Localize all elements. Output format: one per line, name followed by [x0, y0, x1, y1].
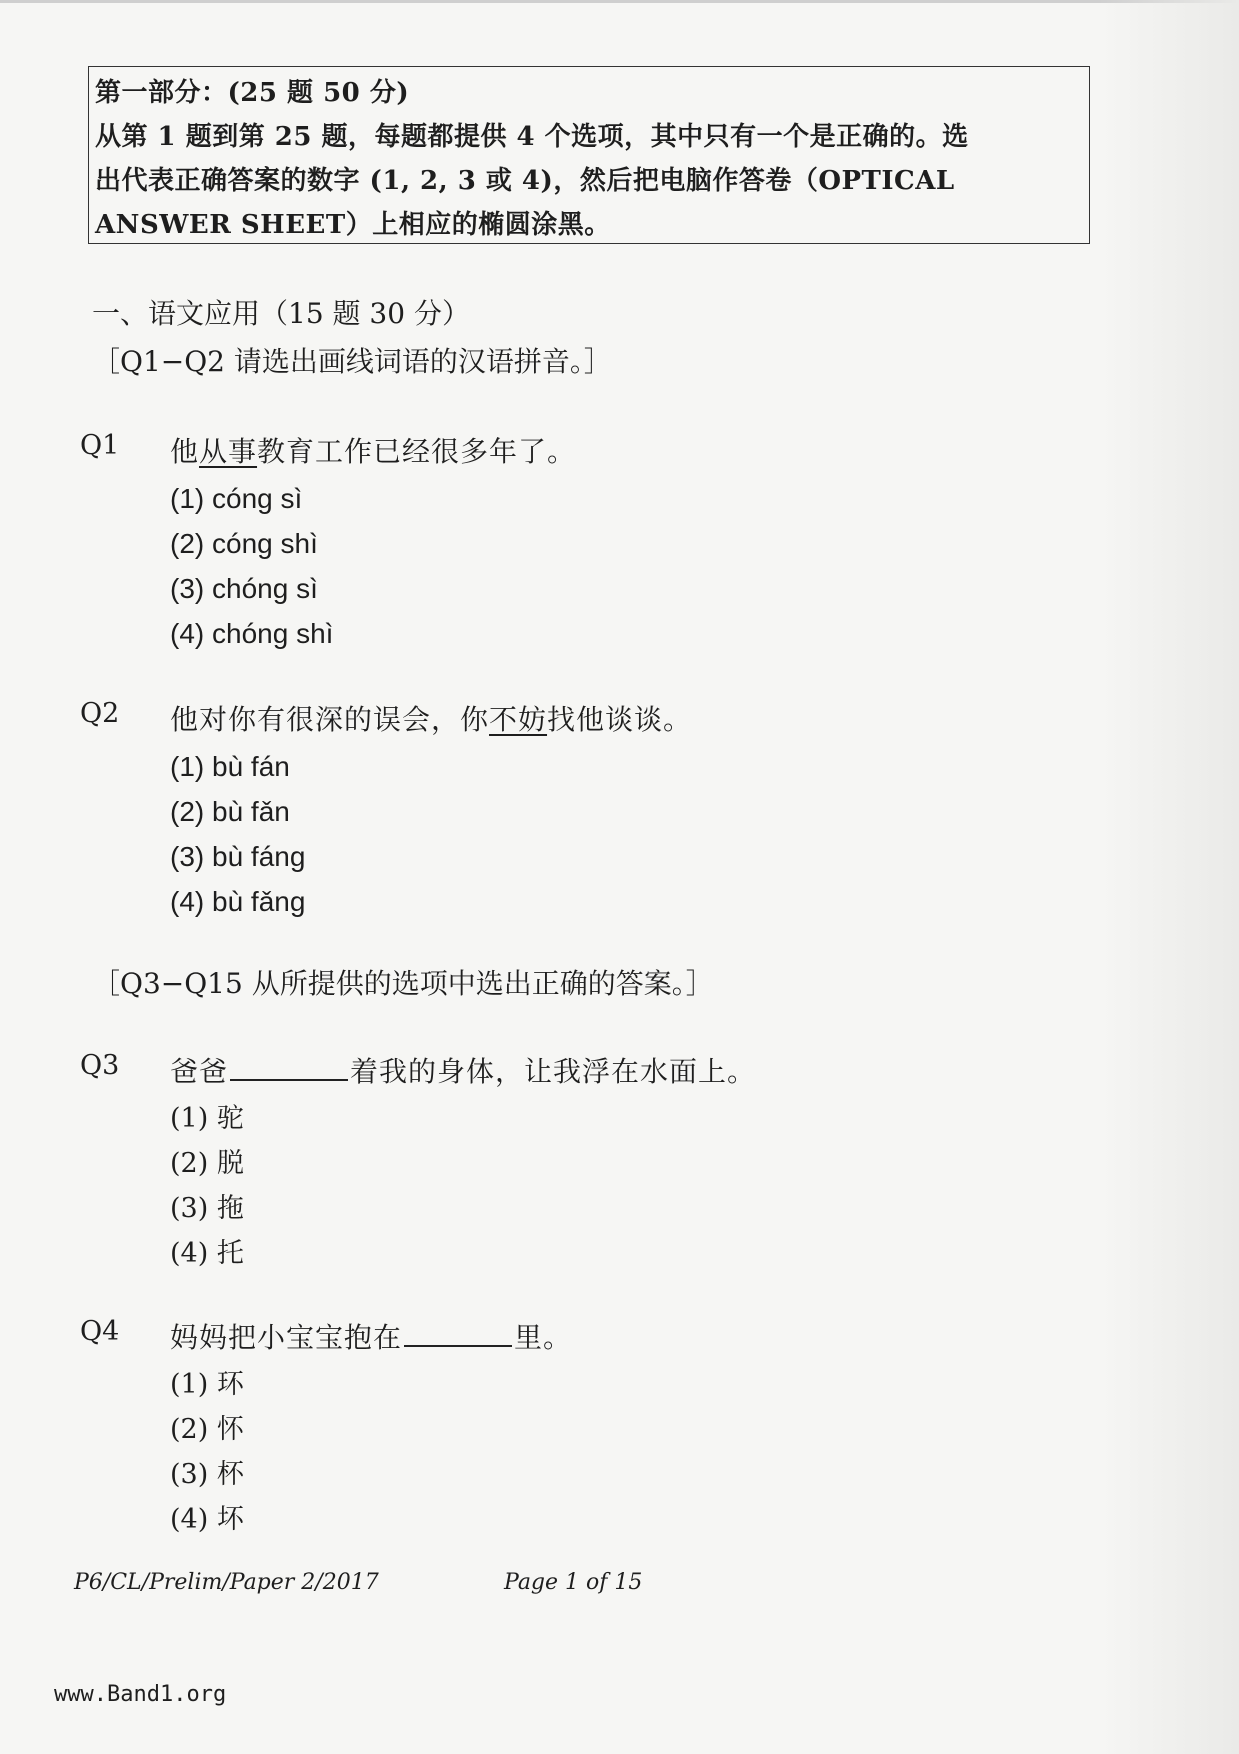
answer-blank: [404, 1321, 512, 1347]
part-one-instruction-box: [88, 66, 1090, 244]
option-4: (4) 坏: [170, 1504, 244, 1535]
answer-options: [170, 1362, 244, 1542]
question-stem: [170, 698, 692, 738]
answer-blank: [230, 1055, 348, 1081]
question-stem: [170, 430, 576, 470]
section-title: 一、语文应用（15 题 30 分）: [92, 297, 470, 330]
question-number: Q4: [80, 1316, 120, 1347]
question-stem: [170, 1050, 756, 1090]
option-4: (4) 托: [170, 1238, 244, 1269]
option-2: (2) 脱: [170, 1148, 244, 1179]
stem-text: 他: [170, 435, 200, 468]
answer-options: [170, 1096, 244, 1276]
answer-options: [170, 744, 305, 924]
question-number: Q3: [80, 1050, 120, 1081]
option-1: (1) cóng sì: [170, 483, 303, 514]
option-1: (1) 环: [170, 1369, 244, 1400]
instruction-q1-q2: ［Q1−Q2 请选出画线词语的汉语拼音。］: [92, 345, 612, 378]
option-1: (1) 驼: [170, 1103, 244, 1134]
option-2: (2) cóng shì: [170, 528, 318, 559]
scan-top-edge: [0, 0, 1239, 3]
option-2: (2) 怀: [170, 1414, 244, 1445]
stem-text: 教育工作已经很多年了。: [257, 435, 577, 468]
option-3: (3) 杯: [170, 1459, 244, 1490]
underlined-word: 不妨: [489, 703, 548, 736]
paper-code: P6/CL/Prelim/Paper 2/2017: [74, 1570, 379, 1595]
instruction-q3-q15: ［Q3−Q15 从所提供的选项中选出正确的答案。］: [92, 967, 714, 1000]
page-number: Page 1 of 15: [504, 1570, 643, 1595]
stem-text: 找他谈谈。: [547, 703, 693, 736]
option-4: (4) bù fǎng: [170, 886, 306, 917]
question-stem: [170, 1316, 572, 1356]
scan-right-shading: [1099, 0, 1239, 1754]
stem-text: 着我的身体，让我浮在水面上。: [350, 1055, 757, 1088]
box-line-1: 从第 1 题到第 25 题，每题都提供 4 个选项，其中只有一个是正确的。选: [95, 122, 969, 152]
box-heading: 第一部分：(25 题 50 分): [95, 78, 410, 108]
box-line-3: ANSWER SHEET）上相应的椭圆涂黑。: [95, 210, 611, 240]
website-watermark: www.Band1.org: [54, 1682, 227, 1707]
option-2: (2) bù fǎn: [170, 796, 290, 827]
option-1: (1) bù fán: [170, 751, 290, 782]
option-3: (3) bù fáng: [170, 841, 306, 872]
underlined-word: 从事: [199, 435, 258, 468]
box-line-2: 出代表正确答案的数字 (1, 2, 3 或 4)，然后把电脑作答卷（OPTICAL: [95, 166, 955, 196]
stem-text: 妈妈把小宝宝抱在: [170, 1321, 403, 1354]
option-3: (3) 拖: [170, 1193, 244, 1224]
stem-text: 爸爸: [170, 1055, 229, 1088]
question-number: Q1: [80, 430, 120, 461]
option-4: (4) chóng shì: [170, 618, 334, 649]
answer-options: [170, 476, 333, 656]
option-3: (3) chóng sì: [170, 573, 318, 604]
stem-text: 他对你有很深的误会，你: [170, 703, 490, 736]
stem-text: 里。: [514, 1321, 573, 1354]
question-number: Q2: [80, 698, 120, 729]
